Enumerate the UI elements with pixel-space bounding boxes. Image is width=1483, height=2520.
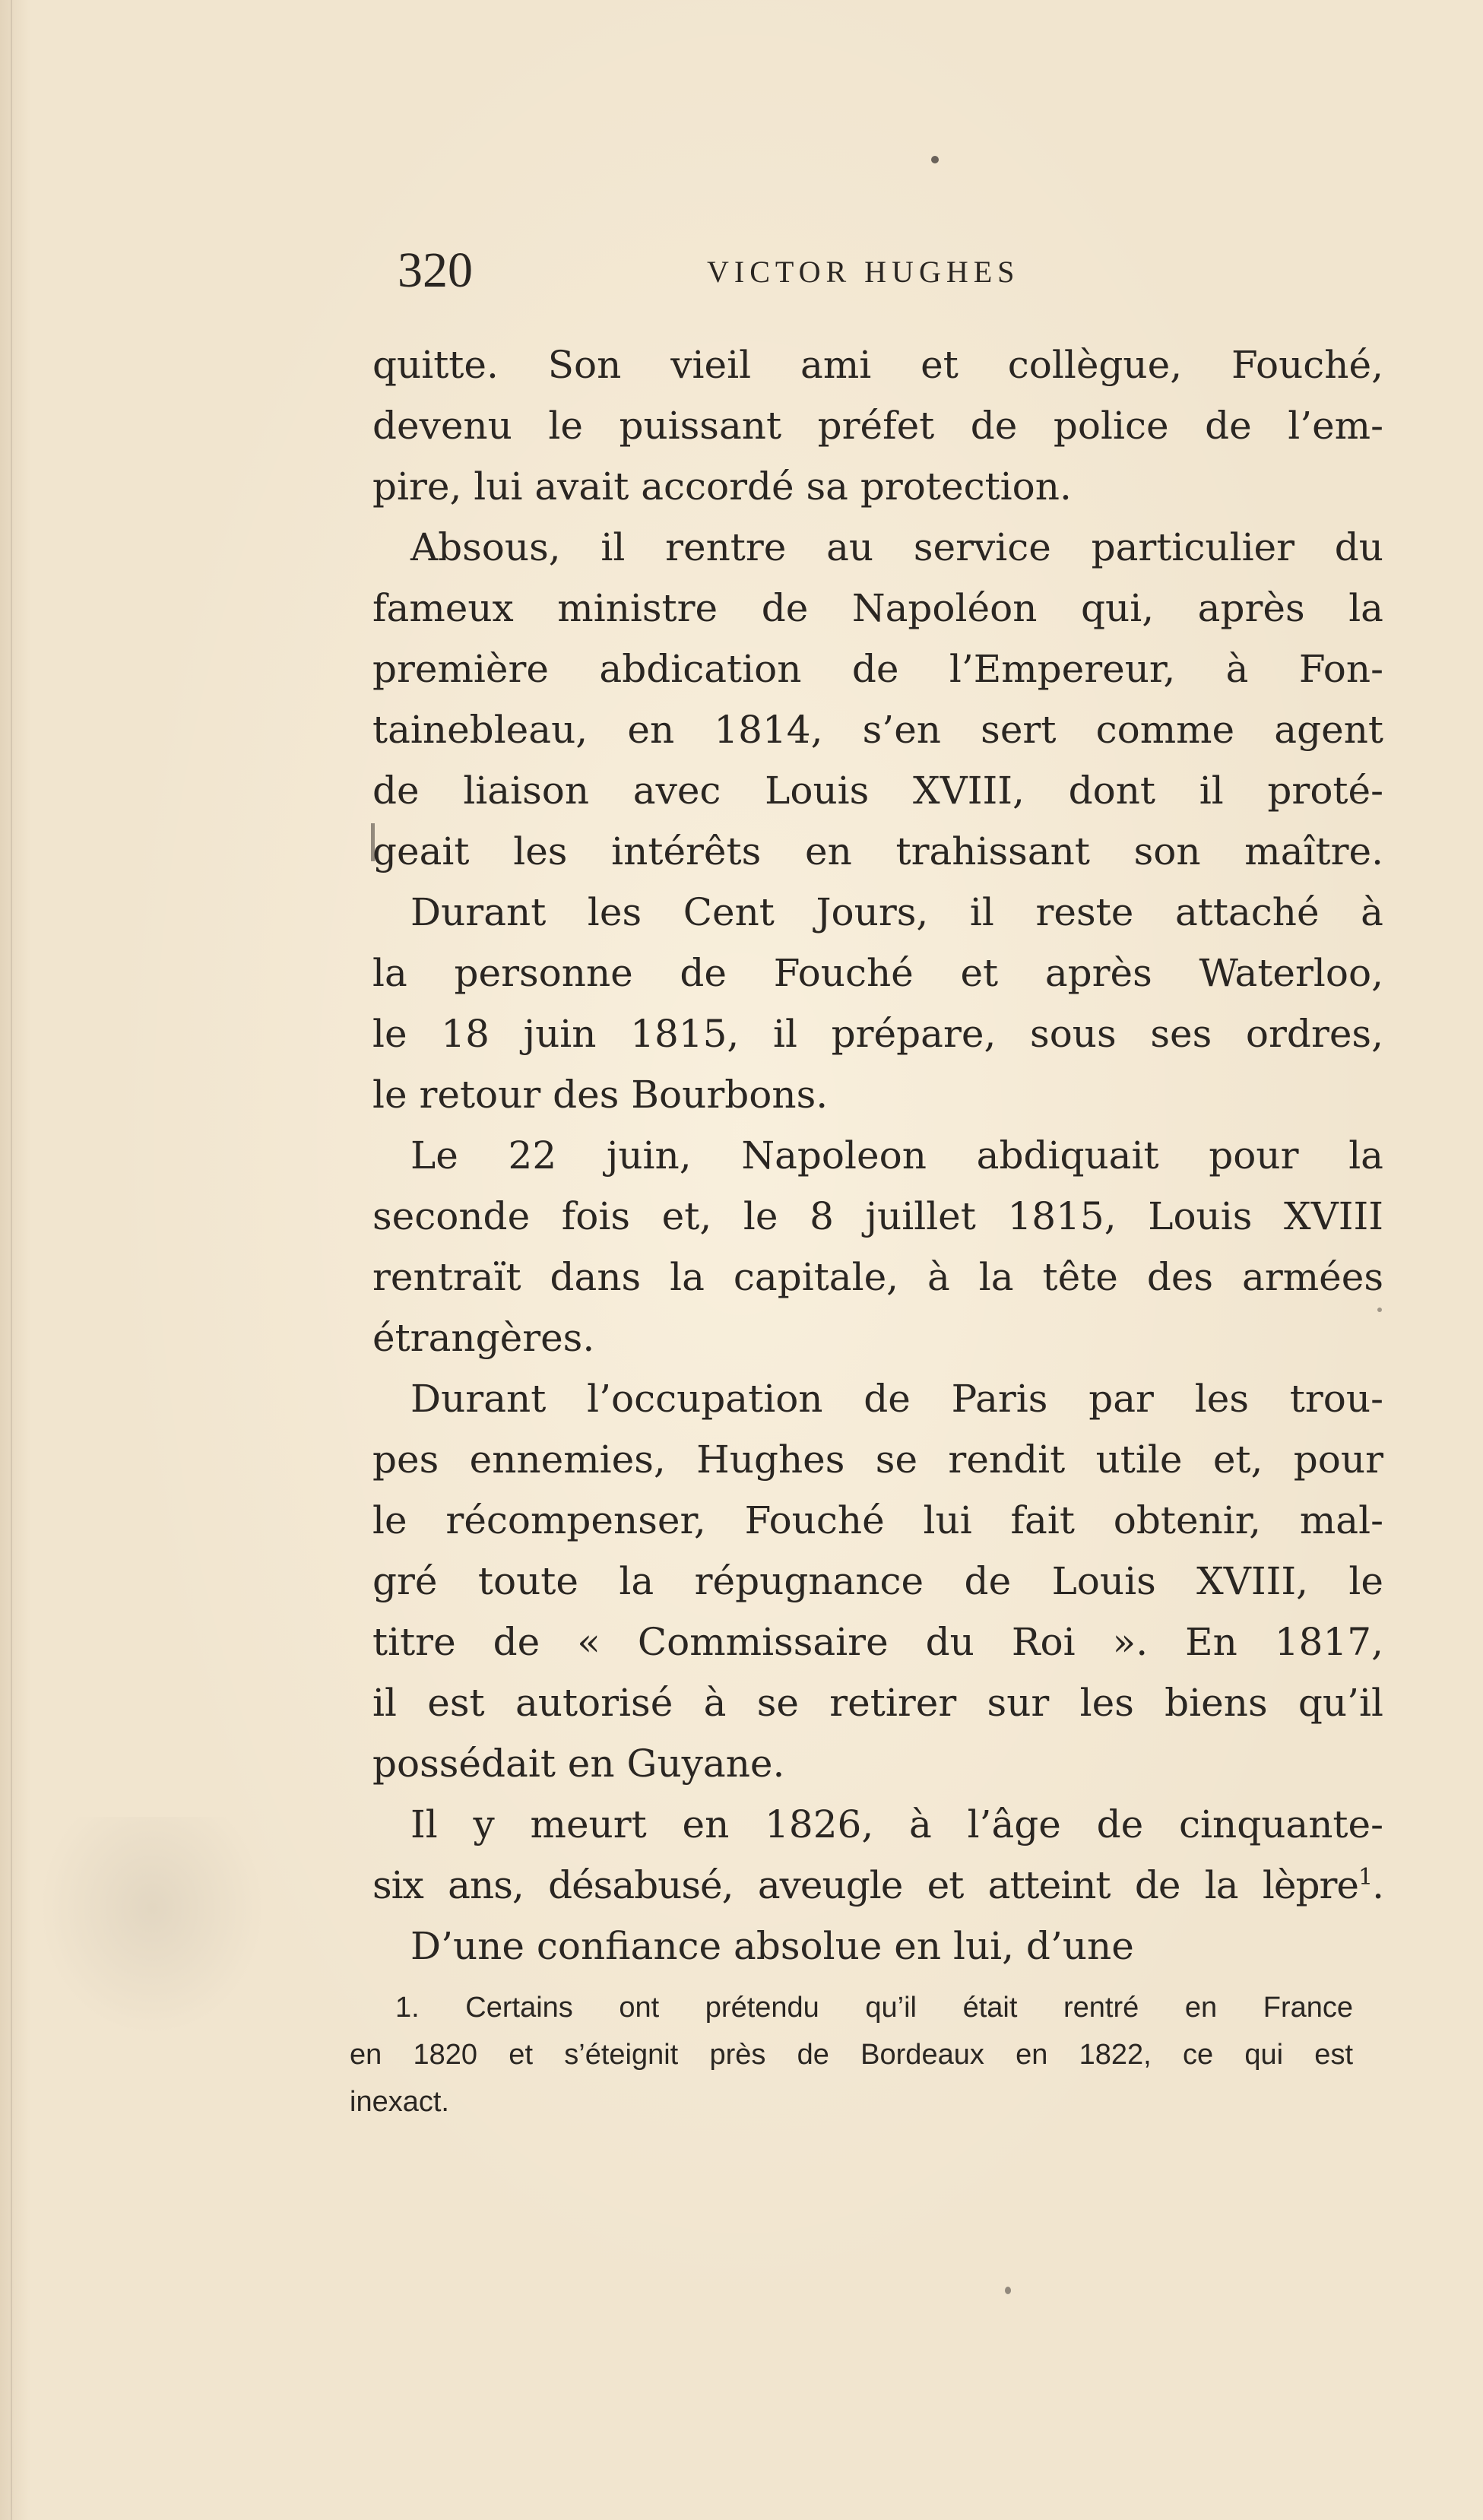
text-line: le récompenser, Fouché lui fait obtenir, mal-: [372, 1498, 1383, 1542]
text-line: gré toute la répugnance de Louis XVIII, le: [372, 1559, 1383, 1603]
ink-speck: [1005, 2287, 1011, 2294]
page-number: 320: [398, 242, 473, 298]
text-line-with-note: [372, 1855, 1383, 1916]
text-line: pes ennemies, Hughes se rendit utile et, pour: [372, 1438, 1383, 1482]
footnote-line: inexact.: [350, 2086, 449, 2118]
text-line: pire, lui avait accordé sa protection.: [372, 464, 1072, 509]
footnote-line: en 1820 et s’éteignit près de Bordeaux en 1822, ce qui est: [350, 2039, 1353, 2071]
text-line: première abdication de l’Empereur, à Fon-: [372, 647, 1383, 691]
text-line-fragment: six ans, désabusé, aveugle et atteint de la lèpre: [372, 1863, 1358, 1907]
text-line: quitte. Son vieil ami et collègue, Fouché,: [372, 343, 1383, 387]
ink-speck: [931, 156, 939, 163]
text-line: Durant l’occupation de Paris par les trou-: [410, 1377, 1383, 1421]
text-line: Absous, il rentre au service particulier du: [410, 525, 1383, 569]
text-line: Durant les Cent Jours, il reste attaché à: [410, 890, 1383, 934]
text-line: Il y meurt en 1826, à l’âge de cinquante-: [410, 1802, 1383, 1846]
text-line: D’une confiance absolue en lui, d’une: [410, 1924, 1134, 1968]
text-line: le 18 juin 1815, il prépare, sous ses ordres,: [372, 1012, 1383, 1056]
running-head: [0, 240, 1483, 301]
text-line: tainebleau, en 1814, s’en sert comme agent: [372, 708, 1383, 752]
text-line: de liaison avec Louis XVIII, dont il proté-: [372, 769, 1383, 813]
text-line: geait les intérêts en trahissant son maître.: [372, 829, 1383, 873]
text-line-end: .: [1372, 1863, 1383, 1907]
text-line: la personne de Fouché et après Waterloo,: [372, 951, 1383, 995]
text-line: il est autorisé à se retirer sur les biens qu’il: [372, 1681, 1383, 1725]
footnote: [350, 1984, 1353, 2125]
text-line: possédait en Guyane.: [372, 1742, 785, 1786]
text-line: le retour des Bourbons.: [372, 1073, 829, 1117]
text-line: devenu le puissant préfet de police de l’em-: [372, 404, 1383, 448]
body-text: [372, 334, 1383, 1976]
footnote-line: 1. Certains ont prétendu qu’il était rentré en France: [395, 1992, 1353, 2024]
page-edge-line: [11, 0, 12, 2520]
text-line: Le 22 juin, Napoleon abdiquait pour la: [410, 1133, 1383, 1178]
paper-smudge: [30, 1817, 274, 2045]
text-line: fameux ministre de Napoléon qui, après la: [372, 586, 1383, 630]
text-line: étrangères.: [372, 1316, 595, 1360]
footnote-reference: 1: [1358, 1864, 1373, 1891]
text-line: titre de « Commissaire du Roi ». En 1817,: [372, 1620, 1383, 1664]
text-line: seconde fois et, le 8 juillet 1815, Louis XVIII: [372, 1194, 1383, 1238]
text-line: rentraït dans la capitale, à la tête des armées: [372, 1255, 1383, 1299]
running-title: VICTOR HUGHES: [707, 255, 1020, 289]
